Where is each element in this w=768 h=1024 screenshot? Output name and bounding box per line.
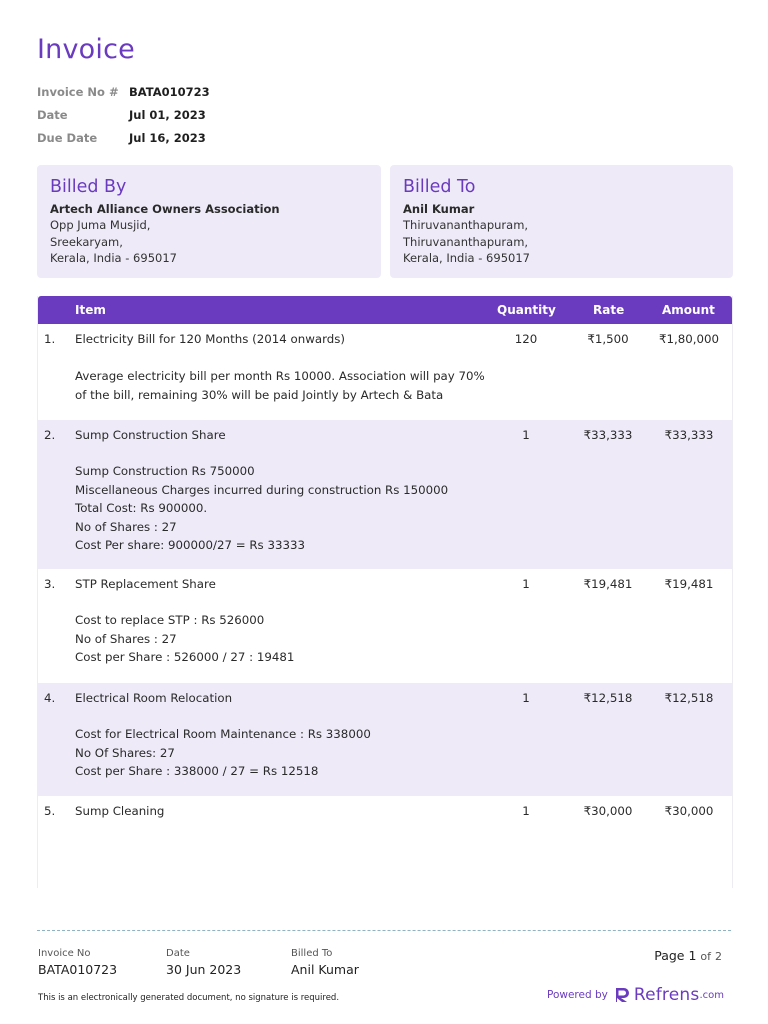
description-line: No of Shares : 27: [75, 519, 177, 534]
row-item: Sump Construction Share: [75, 428, 226, 442]
row-amount: ₹33,333: [664, 428, 714, 442]
due-date-value: Jul 16, 2023: [129, 130, 206, 145]
row-number: 2.: [44, 428, 56, 442]
disclaimer-text: This is an electronically generated document, no signature is required.: [38, 993, 340, 1003]
page-of: of: [700, 950, 712, 963]
row-description: [75, 611, 475, 667]
row-amount: ₹19,481: [664, 577, 714, 591]
billed-to-name: Anil Kumar: [403, 202, 475, 216]
powered-by-label: Powered by: [546, 989, 608, 1001]
row-description: [75, 367, 485, 404]
invoice-number-row: [37, 80, 210, 103]
description-line: No Of Shares: 27: [75, 745, 175, 760]
description-line: Sump Construction Rs 750000: [75, 464, 255, 478]
description-line: Cost per Share : 338000 / 27 = Rs 12518: [75, 764, 319, 778]
row-quantity: 1: [522, 804, 530, 818]
page-label: Page: [654, 948, 685, 963]
page-current: 1: [688, 948, 697, 963]
header-quantity: Quantity: [497, 303, 556, 317]
row-item: Electrical Room Relocation: [75, 691, 233, 705]
row-rate: ₹12,518: [583, 691, 633, 705]
description-line: Average electricity bill per month Rs 10000. Association will pay 70%: [75, 369, 485, 383]
due-date-label: Due Date: [37, 130, 98, 145]
row-amount: ₹12,518: [664, 691, 714, 705]
row-rate: ₹30,000: [583, 804, 633, 818]
footer-invoice-number-label: Invoice No: [38, 948, 91, 959]
items-table: [37, 296, 733, 888]
billed-to-title: Billed To: [403, 177, 476, 197]
row-description: [75, 462, 475, 555]
row-quantity: 1: [522, 577, 530, 591]
invoice-number-label: Invoice No #: [37, 84, 119, 99]
description-line: Cost for Electrical Room Maintenance : Rs 338000: [75, 727, 371, 741]
table-row: [38, 683, 732, 796]
description-line: Miscellaneous Charges incurred during construction Rs 150000: [75, 482, 449, 497]
billed-by-title: Billed By: [50, 177, 127, 197]
table-row: [38, 796, 732, 888]
row-item: Electricity Bill for 120 Months (2014 onwards): [75, 332, 345, 346]
row-quantity: 1: [522, 691, 530, 705]
invoice-meta: [37, 80, 210, 149]
row-rate: ₹19,481: [583, 577, 633, 591]
description-line: of the bill, remaining 30% will be paid Jointly by Artech & Bata: [75, 387, 444, 402]
row-amount: ₹30,000: [664, 804, 714, 818]
billed-by-address-line: Sreekaryam,: [50, 234, 123, 249]
row-number: 5.: [44, 804, 56, 818]
description-line: Cost to replace STP : Rs 526000: [75, 613, 265, 627]
billed-by-address-line: Kerala, India - 695017: [50, 251, 177, 265]
row-quantity: 120: [514, 332, 538, 346]
footer-date-label: Date: [166, 948, 190, 959]
row-amount: ₹1,80,000: [658, 332, 720, 346]
table-row: [38, 324, 732, 420]
page-indicator: [654, 948, 722, 963]
footer-divider: [37, 930, 731, 931]
row-number: 1.: [44, 332, 56, 346]
row-quantity: 1: [522, 428, 530, 442]
brand-domain: .com: [699, 989, 724, 1001]
brand-name: Refrens: [633, 985, 700, 1005]
footer-invoice-number: BATA010723: [38, 962, 118, 977]
footer-billed-to: Anil Kumar: [291, 962, 359, 977]
description-line: Total Cost: Rs 900000.: [75, 501, 208, 515]
description-line: Cost Per share: 900000/27 = Rs 33333: [75, 538, 305, 552]
row-rate: ₹33,333: [583, 428, 633, 442]
billed-by-address-line: Opp Juma Musjid,: [50, 218, 151, 232]
header-rate: Rate: [593, 303, 625, 317]
invoice-title: Invoice: [37, 34, 135, 65]
footer-date: 30 Jun 2023: [166, 962, 242, 977]
billed-by-name: Artech Alliance Owners Association: [50, 202, 280, 216]
table-header: [38, 296, 732, 324]
page-total: 2: [715, 950, 722, 963]
invoice-date-value: Jul 01, 2023: [129, 107, 206, 122]
row-item: Sump Cleaning: [75, 804, 165, 818]
row-description: [75, 725, 475, 781]
invoice-date-label: Date: [37, 107, 68, 122]
invoice-number-value: BATA010723: [129, 84, 210, 99]
refrens-logo-icon: [614, 987, 630, 1003]
row-number: 3.: [44, 577, 56, 591]
billed-by-card: [37, 165, 381, 278]
header-amount: Amount: [662, 303, 715, 317]
powered-by[interactable]: [547, 985, 724, 1005]
billed-to-address-line: Thiruvananthapuram,: [403, 218, 529, 232]
table-row: [38, 420, 732, 569]
table-row: [38, 569, 732, 683]
row-rate: ₹1,500: [587, 332, 629, 346]
description-line: Cost per Share : 526000 / 27 : 19481: [75, 650, 295, 664]
billed-to-address-line: Thiruvananthapuram,: [403, 234, 529, 249]
row-item: STP Replacement Share: [75, 577, 216, 591]
due-date-row: [37, 126, 210, 149]
footer-billed-to-label: Billed To: [291, 948, 333, 959]
description-line: No of Shares : 27: [75, 631, 177, 646]
invoice-date-row: [37, 103, 210, 126]
billed-to-card: [390, 165, 733, 278]
header-item: Item: [75, 303, 106, 317]
billed-to-address-line: Kerala, India - 695017: [403, 251, 530, 265]
row-number: 4.: [44, 691, 56, 705]
